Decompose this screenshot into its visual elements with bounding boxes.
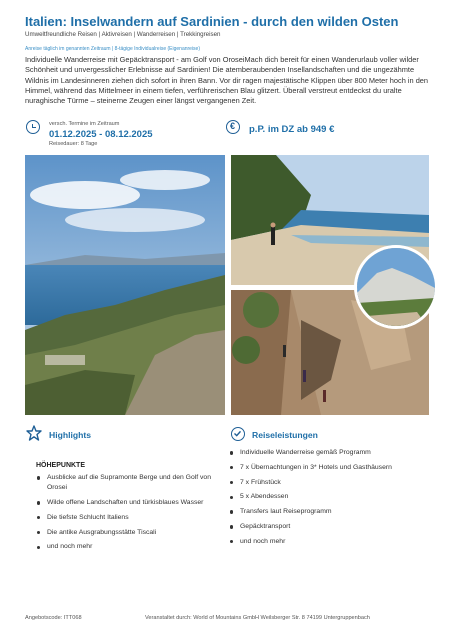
list-item: Ausblicke auf die Supramonte Berge und den Golf von Orosei (37, 473, 222, 493)
list-item: 5 x Abendessen (230, 492, 435, 502)
check-circle-icon (231, 427, 245, 441)
list-item: und noch mehr (230, 537, 435, 547)
page-title: Italien: Inselwandern auf Sardinien - durch den wilden Osten (25, 14, 399, 29)
star-icon (26, 425, 42, 441)
list-item: 7 x Übernachtungen in 3* Hotels und Gasthäusern (230, 463, 435, 473)
list-item: Wilde offene Landschaften und türkisblaues Wasser (37, 498, 222, 508)
list-item: Die tiefste Schlucht Italiens (37, 513, 222, 523)
list-item: Die antike Ausgrabungsstätte Tiscali (37, 528, 222, 538)
list-item: 7 x Frühstück (230, 478, 435, 488)
dates-label: versch. Termine im Zeitraum (49, 121, 120, 127)
mountain-inset-photo (354, 245, 438, 329)
travel-dates: 01.12.2025 - 08.12.2025 (49, 129, 153, 140)
list-item: Individuelle Wanderreise gemäß Programm (230, 448, 435, 458)
list-item: Transfers laut Reiseprogramm (230, 507, 435, 517)
category-line: Umweltfreundliche Reisen | Aktivreisen | Wanderreisen | Trekkingreisen (25, 31, 221, 38)
intro-text: Individuelle Wanderreise mit Gepäcktransport - am Golf von OroseiMach dich bereit für einen Wanderurlaub voller wilder Schönheit und unvergesslicher Erlebnisse auf Sardinien! Die atemberaubenden Insellandschaften und die ungezähmte Wildnis im Landesinneren ziehen dich sofort in ihren Bann. Vor dir ragen majestätische Klippen über 800 Meter hoch in den Himmel, während das Mittelmeer in einem tiefen, verführerischen Blau glitzert. Überall verstreut entdeckst du uralte nuraghische Türme – steinerne Zeugen einer längst vergangenen Zeit. (25, 55, 429, 106)
organizer-info: Veranstaltet durch: World of Mountains GmbH Weilsberger Str. 8 74199 Untergruppenbach (145, 615, 370, 621)
list-item: und noch mehr (37, 542, 222, 552)
list-item: Gepäcktransport (230, 522, 435, 532)
travel-note: Anreise täglich im genannten Zeitraum | 8-tägige Individualreise (Eigenanreise) (25, 46, 201, 52)
trip-duration: Reisedauer: 8 Tage (49, 141, 98, 147)
highlights-list (37, 473, 222, 557)
services-title: Reiseleistungen (252, 430, 318, 440)
highlights-subtitle: HÖHEPUNKTE (36, 462, 86, 469)
euro-icon: € (226, 120, 240, 134)
services-list (230, 448, 435, 552)
offer-code: Angebotscode: ITT068 (25, 615, 82, 621)
highlights-title: Highlights (49, 430, 92, 440)
price: p.P. im DZ ab 949 € (249, 124, 335, 135)
coastline-photo (25, 155, 225, 415)
clock-icon (26, 120, 40, 134)
